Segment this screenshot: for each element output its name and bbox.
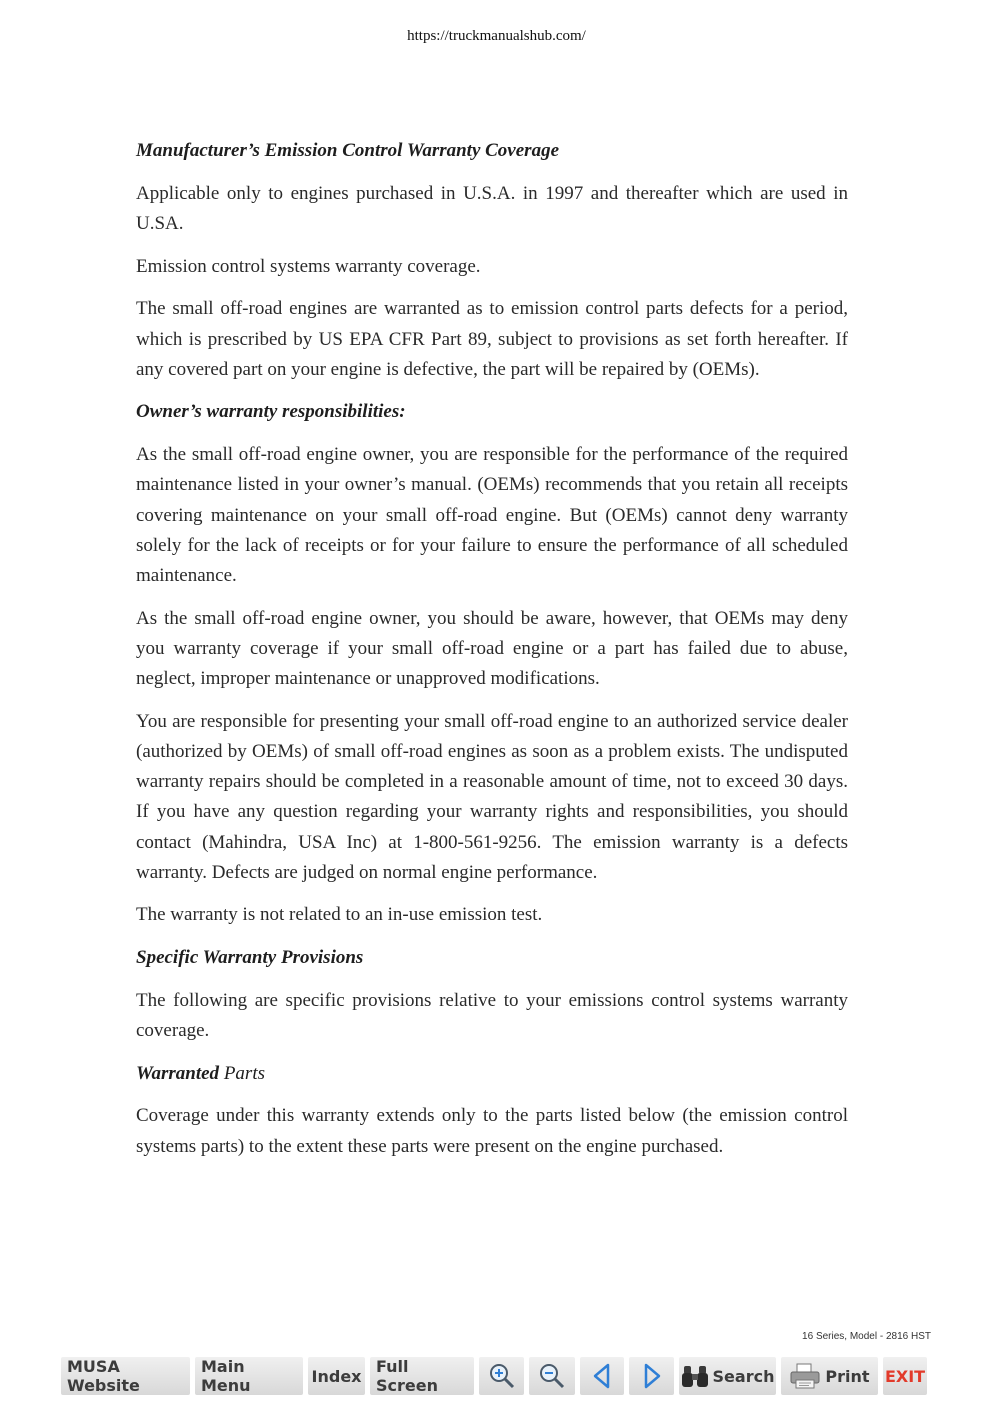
full-screen-label: Full Screen bbox=[376, 1357, 438, 1395]
exit-button[interactable] bbox=[883, 1357, 927, 1395]
search-label: Search bbox=[712, 1366, 775, 1386]
previous-page-button[interactable] bbox=[580, 1357, 624, 1395]
musa-website-button[interactable] bbox=[61, 1357, 190, 1395]
print-label: Print bbox=[825, 1366, 870, 1386]
document-body bbox=[136, 136, 848, 1174]
paragraph: The warranty is not related to an in-use emission test. bbox=[136, 904, 543, 926]
full-screen-button[interactable] bbox=[370, 1357, 474, 1395]
search-button[interactable] bbox=[679, 1357, 776, 1395]
specific-provisions-heading: Specific Warranty Provisions bbox=[136, 947, 364, 969]
zoom-out-button[interactable] bbox=[529, 1357, 575, 1395]
previous-page-icon bbox=[592, 1363, 612, 1389]
paragraph: As the small off-road engine owner, you should be aware, however, that OEMs may deny you warranty coverage if your small off-road engine or a part has failed due to abuse, neglect, improper maintenance or unapproved modifications. bbox=[136, 607, 848, 690]
paragraph: The small off-road engines are warranted as to emission control parts defects for a period, which is prescribed by US EPA CFR Part 89, subject to provisions as set forth hereafter. If any covered part on your engine is defective, the part will be repaired by (OEMs). bbox=[136, 298, 848, 380]
paragraph: As the small off-road engine owner, you are responsible for the performance of the required maintenance listed in your owner’s manual. (OEMs) recommends that you retain all receipts covering maintenance on your small off-road engine. But (OEMs) cannot deny warranty solely for the lack of receipts or for your failure to ensure the performance of all scheduled maintenance. bbox=[136, 444, 848, 586]
navigation-toolbar bbox=[61, 1357, 927, 1395]
binoculars-icon bbox=[681, 1363, 709, 1389]
index-button[interactable] bbox=[308, 1357, 365, 1395]
paragraph: Emission control systems warranty coverage. bbox=[136, 255, 481, 277]
next-page-icon bbox=[642, 1363, 662, 1389]
page-url: https://truckmanualshub.com/ bbox=[407, 28, 586, 44]
paragraph: The following are specific provisions relative to your emissions control systems warranty coverage. bbox=[136, 989, 848, 1042]
index-label: Index bbox=[311, 1366, 362, 1386]
main-menu-label: Main Menu bbox=[201, 1357, 251, 1395]
paragraph: Applicable only to engines purchased in U.S.A. in 1997 and thereafter which are used in U.SA. bbox=[136, 182, 848, 234]
warranted-label: Warranted bbox=[136, 1062, 220, 1084]
zoom-in-icon bbox=[488, 1362, 516, 1390]
paragraph: Coverage under this warranty extends only to the parts listed below (the emission control systems parts) to the extent these parts were present on the engine purchased. bbox=[136, 1105, 848, 1157]
warranted-parts-heading bbox=[136, 1059, 848, 1089]
zoom-in-button[interactable] bbox=[479, 1357, 524, 1395]
print-button[interactable] bbox=[781, 1357, 878, 1395]
next-page-button[interactable] bbox=[629, 1357, 674, 1395]
zoom-out-icon bbox=[538, 1362, 566, 1390]
printer-icon bbox=[789, 1362, 821, 1390]
section-title: Manufacturer’s Emission Control Warranty Coverage bbox=[136, 140, 560, 161]
musa-website-label: MUSA Website bbox=[67, 1357, 140, 1395]
exit-label: EXIT bbox=[884, 1366, 926, 1386]
owner-responsibilities-heading: Owner’s warranty responsibilities: bbox=[136, 401, 406, 423]
paragraph: You are responsible for presenting your small off-road engine to an authorized service dealer (authorized by OEMs) of small off-road engines as soon as a problem exists. The undisputed warranty repairs should be completed in a reasonable amount of time, not to exceed 30 days. If you have any question regarding your warranty rights and responsibilities, you should contact (Mahindra, USA Inc) at 1-800-561-9256. The emission warranty is a defects warranty. Defects are judged on normal engine performance. bbox=[136, 710, 848, 883]
parts-label: Parts bbox=[223, 1062, 265, 1084]
model-footer: 16 Series, Model - 2816 HST bbox=[802, 1331, 931, 1342]
main-menu-button[interactable] bbox=[195, 1357, 303, 1395]
